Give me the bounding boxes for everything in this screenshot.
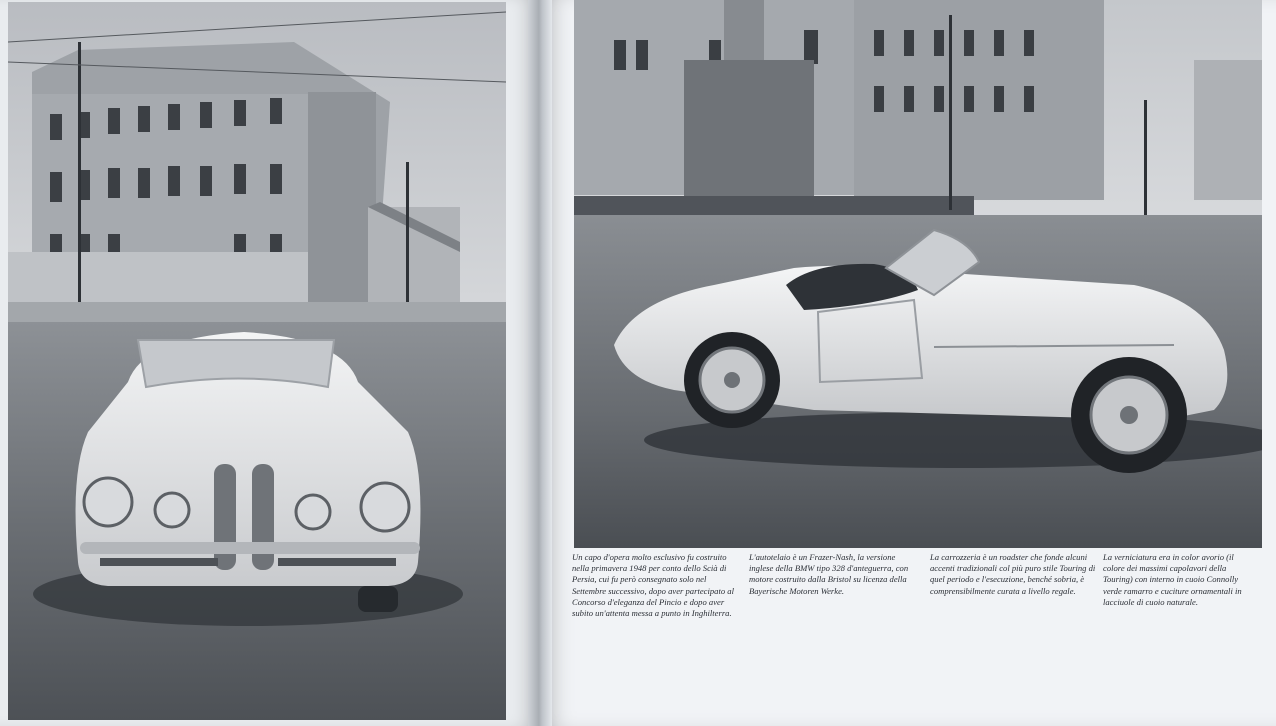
caption-text: L'autotelaio è un Frazer-Nash, la versione inglese della BMW tipo 328 d'anteguerra, con motore costruito dalla Bristol su licenza della Bayerische Motoren Werke. (749, 552, 909, 596)
photo-car-front-image (8, 2, 506, 720)
photo-car-front (8, 2, 506, 720)
photo-car-side (574, 0, 1262, 548)
caption-text: La carrozzeria è un roadster che fonde alcuni accenti tradizionali col più puro stile Touring di quel periodo e l'esecuzione, benché sobria, è comprensibilmente curata a livello regale. (930, 552, 1096, 596)
book-gutter (528, 0, 552, 726)
photo-car-side-image (574, 0, 1262, 548)
caption-text: Un capo d'opera molto esclusivo fu costruito nella primavera 1948 per conto dello Scià di Persia, cui fu però consegnato solo nel Settembre successivo, dopo aver partecipato al Concorso d'eleganza del Pincio e dopo aver subito un'attenta messa a punto in Inghilterra. (572, 552, 734, 619)
caption-text: La verniciatura era in color avorio (il colore dei massimi capolavori della Touring) con interno in cuoio Connolly verde ramarro e cuciture ornamentali in lacciuole di cuoio naturale. (1103, 552, 1242, 607)
